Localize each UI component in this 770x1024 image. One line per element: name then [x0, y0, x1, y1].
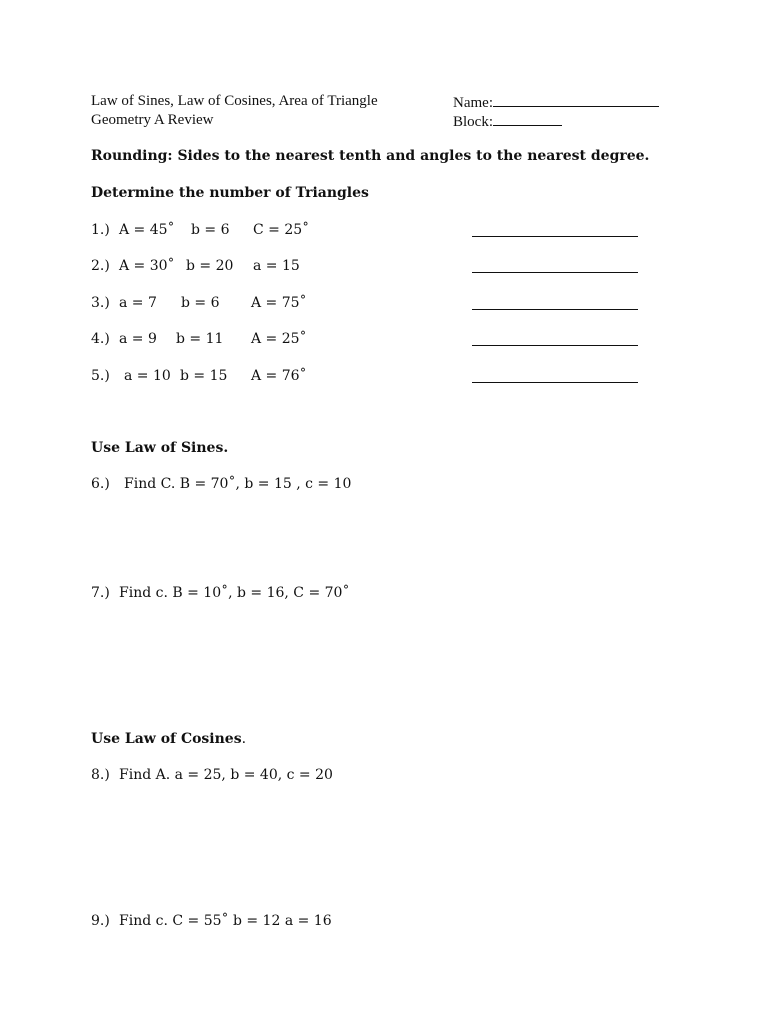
name-field [453, 93, 659, 112]
problem-number: 9.) [91, 913, 110, 929]
given-3: A = 25˚ [251, 331, 307, 347]
given-2: b = 15 [180, 368, 228, 384]
given-3: a = 15 [253, 258, 300, 274]
given-3: A = 75˚ [251, 295, 307, 311]
given-3: C = 25˚ [253, 222, 310, 238]
worksheet-subtitle: Geometry A Review [91, 112, 214, 128]
rounding-note: Rounding: Sides to the nearest tenth and angles to the nearest degree. [91, 148, 650, 164]
problem-number: 4.) [91, 331, 110, 347]
block-blank-line [493, 112, 562, 126]
block-label: Block: [453, 114, 493, 130]
problem-text: Find C. B = 70˚, b = 15 , c = 10 [124, 476, 352, 492]
problem-text: Find A. a = 25, b = 40, c = 20 [119, 767, 333, 783]
problem-text: Find c. C = 55˚ b = 12 a = 16 [119, 913, 332, 929]
given-1: a = 7 [119, 295, 157, 311]
problem-number: 2.) [91, 258, 110, 274]
given-3: A = 76˚ [251, 368, 307, 384]
problem-number: 6.) [91, 476, 110, 492]
worksheet-title: Law of Sines, Law of Cosines, Area of Triangle [91, 93, 378, 109]
block-field [453, 112, 562, 131]
problem-text: Find c. B = 10˚, b = 16, C = 70˚ [119, 585, 350, 601]
given-1: a = 9 [119, 331, 157, 347]
problem-number: 5.) [91, 368, 110, 384]
problem-number: 3.) [91, 295, 110, 311]
given-2: b = 6 [191, 222, 230, 238]
answer-line [472, 309, 638, 310]
answer-line [472, 236, 638, 237]
problem-number: 7.) [91, 585, 110, 601]
given-1: a = 10 [124, 368, 171, 384]
answer-line [472, 345, 638, 346]
given-2: b = 20 [186, 258, 234, 274]
given-1: A = 45˚ [119, 222, 175, 238]
name-blank-line [493, 93, 659, 107]
problem-number: 8.) [91, 767, 110, 783]
section-heading-text: Use Law of Cosines [91, 731, 242, 747]
section-heading-number-of-triangles: Determine the number of Triangles [91, 185, 369, 201]
given-1: A = 30˚ [119, 258, 175, 274]
given-2: b = 11 [176, 331, 224, 347]
section-heading-law-of-cosines [91, 731, 246, 747]
problem-number: 1.) [91, 222, 110, 238]
section-heading-law-of-sines: Use Law of Sines. [91, 440, 229, 456]
answer-line [472, 382, 638, 383]
answer-line [472, 272, 638, 273]
given-2: b = 6 [181, 295, 220, 311]
section-heading-period: . [241, 731, 247, 747]
name-label: Name: [453, 95, 493, 111]
